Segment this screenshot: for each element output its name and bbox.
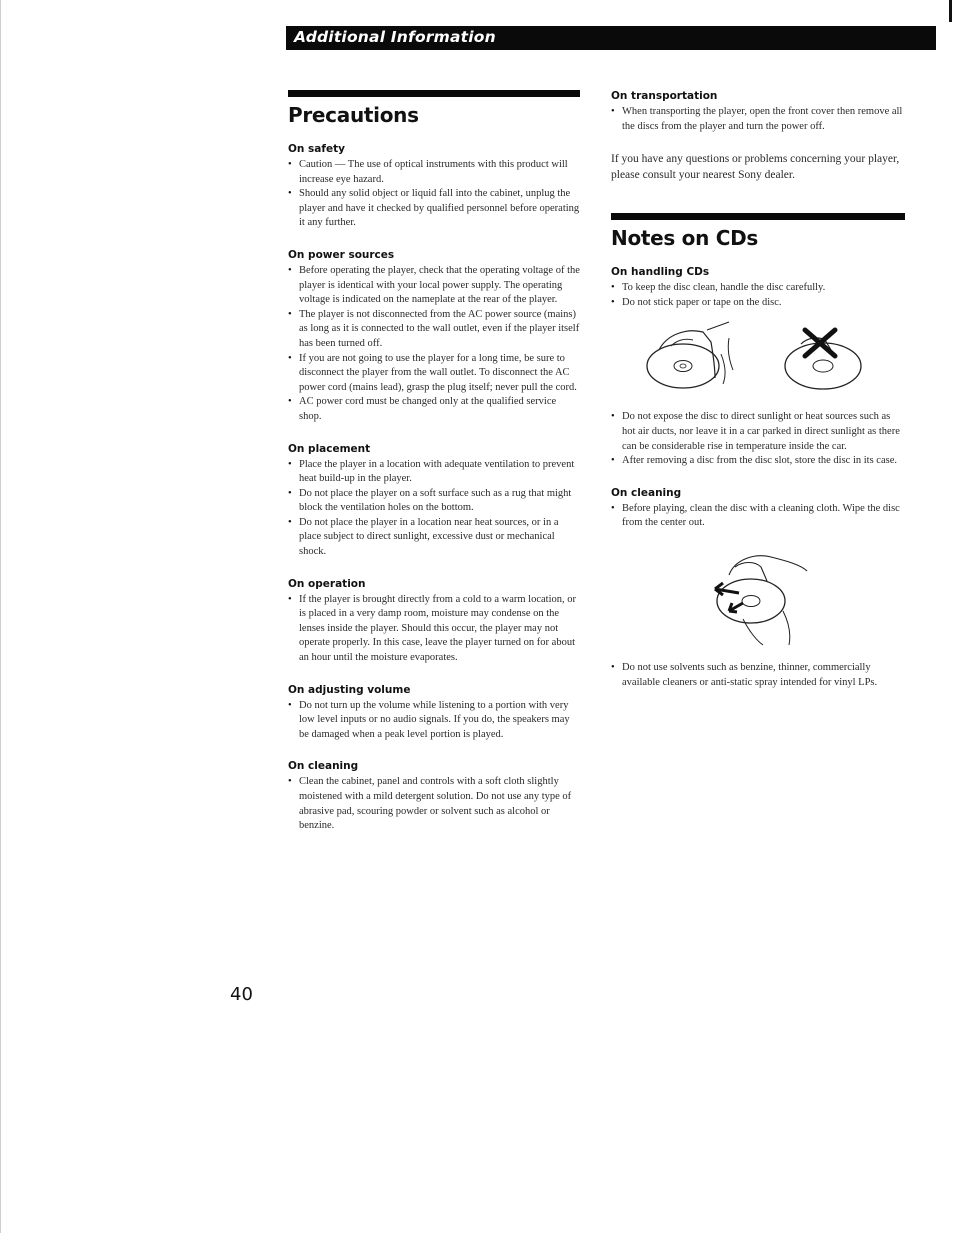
list-item: • Clean the cabinet, panel and controls with a soft cloth slightly moistened with a mild detergent solution. Do not use any type of abrasive pad, scouring powder or solvent such as alcohol or benzine.: [288, 775, 580, 833]
precautions-column: [288, 90, 580, 852]
notes-on-cds-title: Notes on CDs: [611, 226, 758, 251]
list-item: • AC power cord must be changed only at the qualified service shop.: [288, 395, 580, 424]
list-item: • Do not use solvents such as benzine, thinner, commercially available cleaners or anti-static spray intended for vinyl LPs.: [611, 661, 905, 690]
page-number: 40: [230, 984, 253, 1005]
list-item: • Before operating the player, check that the operating voltage of the player is identical with your local power supply. The operating voltage is indicated on the nameplate at the rear of the player.: [288, 264, 580, 308]
on-power-sources-section: [288, 249, 580, 425]
list-item: • Do not place the player in a location near heat sources, or in a place subject to direct sunlight, excessive dust or mechanical shock.: [288, 516, 580, 560]
on-cleaning-cds-heading: On cleaning: [611, 486, 682, 499]
on-handling-cds-section: [611, 266, 905, 469]
on-placement-section: [288, 443, 580, 560]
on-power-sources-heading: On power sources: [288, 248, 395, 261]
disc-handling-icon: [611, 320, 905, 400]
precautions-title: Precautions: [288, 103, 419, 127]
on-adjusting-volume-section: [288, 684, 580, 743]
list-item: • Do not turn up the volume while listening to a portion with very low level inputs or no audio signals. If you do, the speakers may be damaged when a peak level portion is played.: [288, 699, 580, 743]
notes-on-cds-rule: [611, 213, 905, 220]
on-operation-heading: On operation: [288, 577, 366, 590]
list-item: • Should any solid object or liquid fall into the cabinet, unplug the player and have it checked by qualified personnel before operating it any further.: [288, 187, 580, 231]
disc-handling-illustration: [611, 320, 905, 400]
list-item: • Do not stick paper or tape on the disc.: [611, 296, 905, 311]
section-header-bar: [286, 26, 936, 50]
on-safety-section: [288, 143, 580, 231]
list-item: • Do not place the player on a soft surface such as a rug that might block the ventilation holes on the bottom.: [288, 487, 580, 516]
list-item: • If the player is brought directly from a cold to a warm location, or is placed in a very damp room, moisture may condense on the lenses inside the player. Should this occur, the player may not operate properly. In this case, leave the player turned on for about an hour until the moisture evaporates.: [288, 593, 580, 666]
list-item: • After removing a disc from the disc slot, store the disc in its case.: [611, 454, 905, 469]
notes-column: [611, 90, 905, 690]
on-operation-section: [288, 578, 580, 666]
on-placement-heading: On placement: [288, 442, 371, 455]
precautions-rule: [288, 90, 580, 97]
list-item: • Before playing, clean the disc with a cleaning cloth. Wipe the disc from the center out.: [611, 502, 905, 531]
list-item: • Do not expose the disc to direct sunlight or heat sources such as hot air ducts, nor leave it in a car parked in direct sunlight as there can be considerable rise in temperature inside the car.: [611, 410, 905, 454]
disc-cleaning-icon: [611, 541, 905, 651]
on-cleaning-heading: On cleaning: [288, 760, 359, 773]
on-cleaning-section: [288, 760, 580, 833]
section-header-title: Additional Information: [294, 28, 496, 46]
scan-mark: [949, 0, 952, 22]
on-transportation-section: [611, 90, 905, 183]
on-handling-cds-heading: On handling CDs: [611, 266, 710, 279]
list-item: • The player is not disconnected from the AC power source (mains) as long as it is connected to the wall outlet, even if the player itself has been turned off.: [288, 308, 580, 352]
list-item: • To keep the disc clean, handle the disc carefully.: [611, 281, 905, 296]
list-item: • Caution — The use of optical instruments with this product will increase eye hazard.: [288, 158, 580, 187]
disc-cleaning-illustration: [611, 541, 905, 651]
on-cleaning-cds-section: [611, 487, 905, 690]
on-adjusting-volume-heading: On adjusting volume: [288, 683, 411, 696]
dealer-note: If you have any questions or problems concerning your player, please consult your nearest Sony dealer.: [611, 153, 900, 181]
list-item: • Place the player in a location with adequate ventilation to prevent heat build-up in the player.: [288, 458, 580, 487]
list-item: • When transporting the player, open the front cover then remove all the discs from the player and turn the power off.: [611, 105, 905, 134]
on-safety-heading: On safety: [288, 143, 345, 155]
scan-edge: [0, 0, 1, 1233]
on-transportation-heading: On transportation: [611, 90, 718, 102]
list-item: • If you are not going to use the player for a long time, be sure to disconnect the player from the wall outlet. To disconnect the AC power cord (mains lead), grasp the plug itself; never pull the cord.: [288, 352, 580, 396]
